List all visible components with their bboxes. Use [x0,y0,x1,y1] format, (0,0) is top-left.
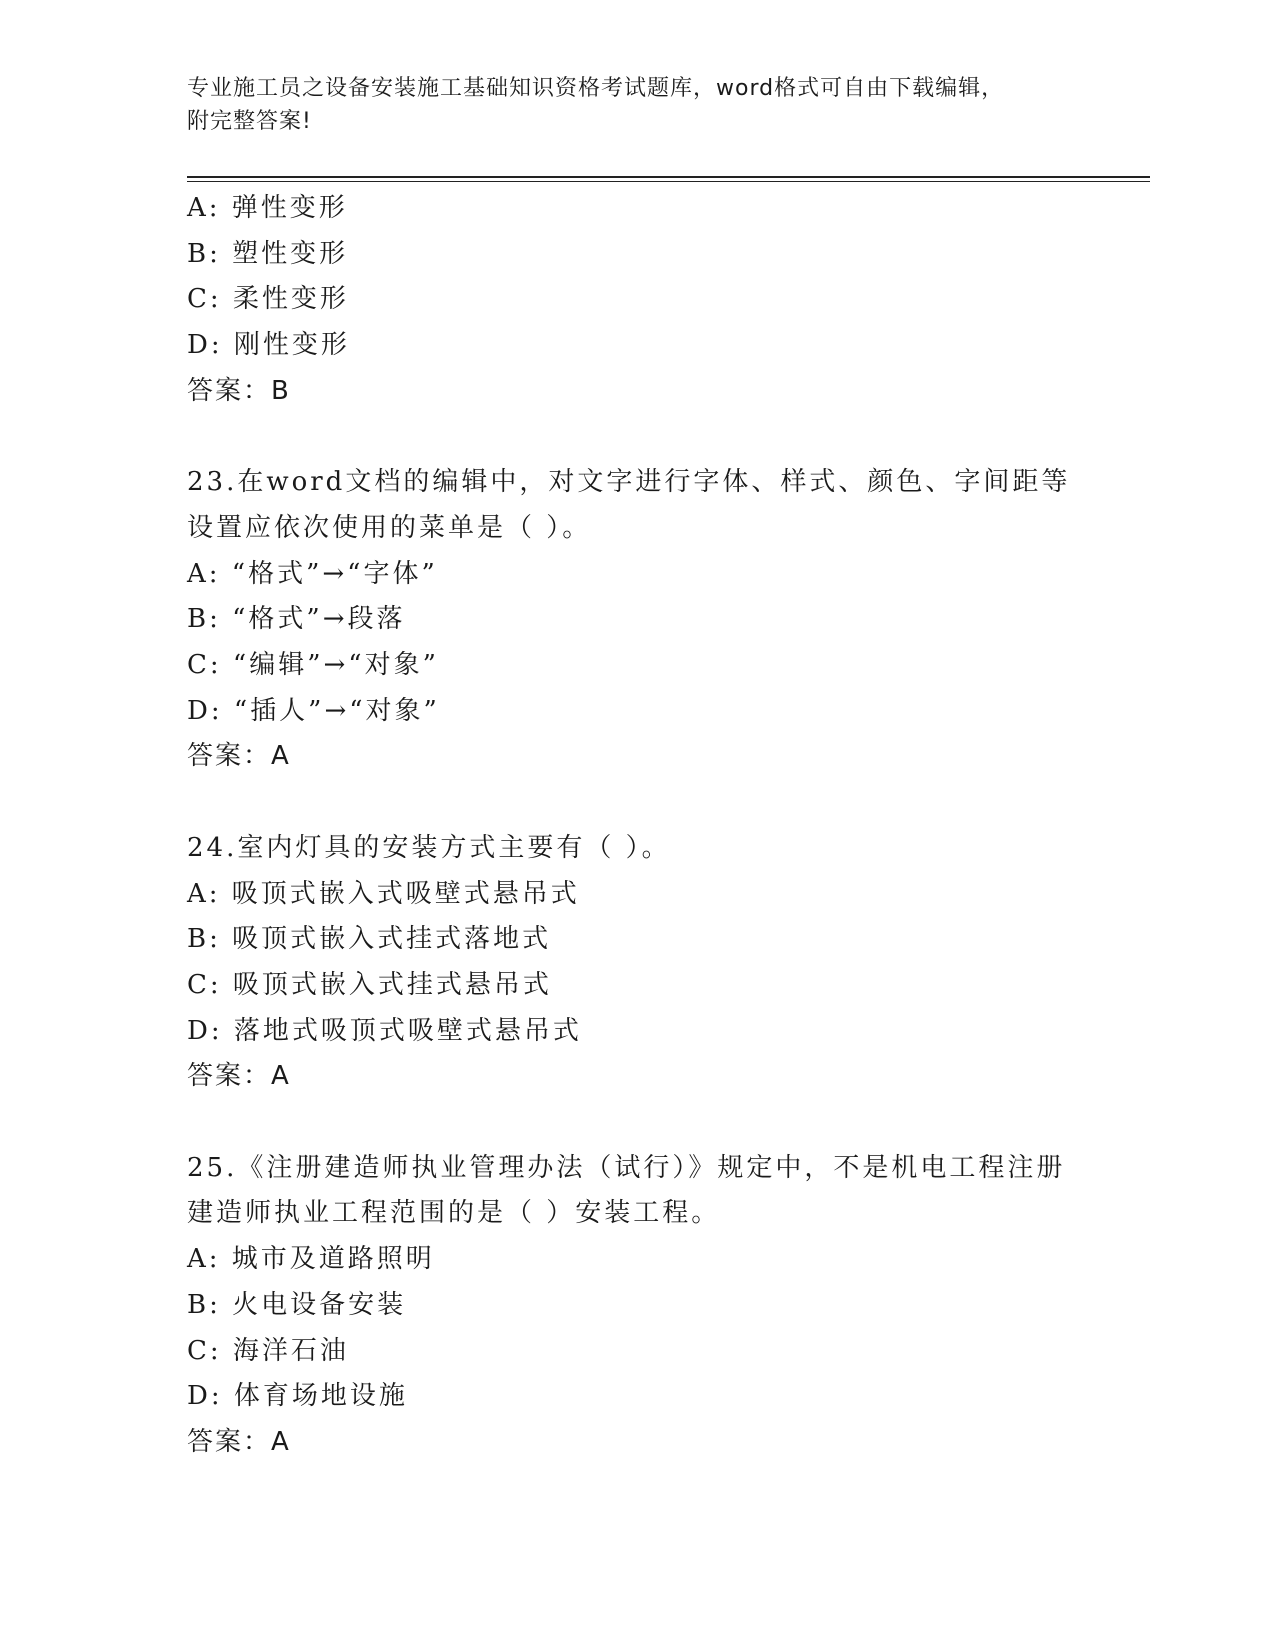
option-c: C: 柔性变形 [187,284,349,315]
option-c: C: “编辑”→“对象” [187,650,439,681]
option-a: A: 弹性变形 [187,193,348,223]
question-text-line: 25.《注册建造师执业管理办法（试行）》规定中，不是机电工程注册 [187,1152,1066,1183]
question-block [187,460,1087,780]
option-b: B: 火电设备安装 [187,1289,407,1320]
header-divider-top [187,176,1150,178]
block-spacer [187,780,1087,826]
option-c: C: 吸顶式嵌入式挂式悬吊式 [187,969,552,1000]
header-line-2: 附完整答案! [187,109,312,134]
question-block [187,1146,1087,1466]
question-text-line: 设置应依次使用的菜单是（ ）。 [187,512,592,543]
question-text-line: 23.在word文档的编辑中，对文字进行字体、样式、颜色、字间距等 [187,467,1071,498]
option-d: D: 体育场地设施 [187,1381,408,1412]
option-a: A: 吸顶式嵌入式吸壁式悬吊式 [187,878,580,909]
answer-line: 答案：B [187,375,291,406]
option-b: B: “格式”→段落 [187,604,406,635]
option-a: A: “格式”→“字体” [187,558,438,589]
answer-line: 答案：A [187,1426,291,1457]
block-spacer [187,415,1087,461]
question-block [187,186,1087,415]
option-b: B: 塑性变形 [187,238,349,269]
header-divider-bottom [187,181,1150,182]
option-d: D: “插人”→“对象” [187,695,440,726]
question-list [187,186,1087,1466]
question-block [187,826,1087,1100]
answer-line: 答案：A [187,1061,291,1092]
option-a: A: 城市及道路照明 [187,1244,435,1275]
block-spacer [187,1100,1087,1146]
option-d: D: 刚性变形 [187,330,350,361]
question-text-line: 建造师执业工程范围的是（ ）安装工程。 [187,1198,721,1229]
option-d: D: 落地式吸顶式吸壁式悬吊式 [187,1015,582,1046]
header-line-1: 专业施工员之设备安装施工基础知识资格考试题库，word格式可自由下载编辑， [187,76,1005,101]
option-b: B: 吸顶式嵌入式挂式落地式 [187,924,552,955]
question-text-line: 24.室内灯具的安装方式主要有（ ）。 [187,832,671,863]
answer-line: 答案：A [187,741,291,772]
option-c: C: 海洋石油 [187,1335,349,1366]
document-header [187,72,1087,138]
